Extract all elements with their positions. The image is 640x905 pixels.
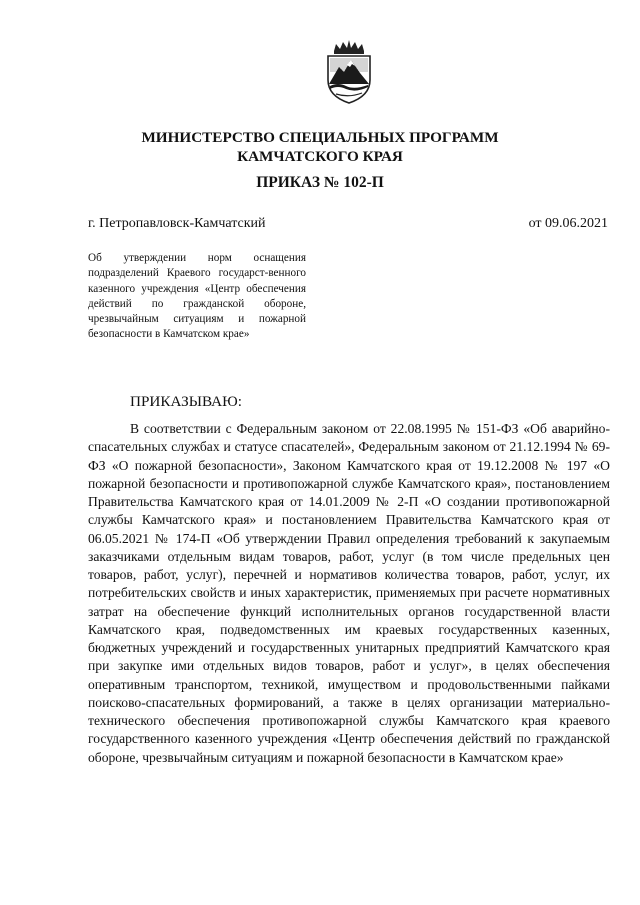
city: г. Петропавловск-Камчатский <box>88 216 266 231</box>
order-date: от 09.06.2021 <box>528 216 608 231</box>
region-name: КАМЧАТСКОГО КРАЯ <box>237 148 403 165</box>
order-directive: ПРИКАЗЫВАЮ: <box>130 393 242 410</box>
ministry-heading <box>0 128 640 166</box>
coat-of-arms-icon <box>322 40 376 104</box>
order-title: ПРИКАЗ № 102-П <box>256 174 384 191</box>
body-paragraph: В соответствии с Федеральным законом от 22.08.1995 № 151-ФЗ «Об аварийно-спасательных службах и статусе спасателей», Федеральным законом от 21.12.1994 № 69-ФЗ «О пожарной безопасности», Законом Камчатского края от 19.12.2008 № 197 «О пожарной безопасности и противопожарной службе Камчатского края», постановлением Правительства Камчатского края от 14.01.2009 № 2-П «О создании противопожарной службы Камчатского края» и постановлением Правительства Камчатского края от 06.05.2021 № 174-П «Об утверждении Правил определения требований к закупаемым заказчиками отдельным видам товаров, работ, услуг (в том числе предельных цен товаров, работ, услуг), перечней и нормативов количества товаров, работ, услуг, их потребительских свойств и иных характеристик, применяемых при расчете нормативных затрат на обеспечение функций исполнительных органов государственной власти Камчатского края, подведомственных им краевых государственных казенных, бюджетных учреждений и государственных унитарных предприятий Камчатского края при закупке ими отдельных видов товаров, работ и услуг», в целях обеспечения оперативным транспортом, техникой, имуществом и продовольственными пайками поисково-спасательных формирований, а также в целях организации материально-технического обеспечения противопожарной службы Камчатского края краевого государственного казенного учреждения «Центр обеспечения действий по гражданской обороне, чрезвычайным ситуациям и пожарной безопасности в Камчатском крае» <box>88 421 610 765</box>
ministry-name: МИНИСТЕРСТВО СПЕЦИАЛЬНЫХ ПРОГРАММ <box>141 129 499 146</box>
order-subject: Об утверждении норм оснащения подразделений Краевого государст-венного казенного учреждения «Центр обеспечения действий по гражданской обороне, чрезвычайным ситуациям и пожарной безопасности в Камчатском крае» <box>88 252 306 341</box>
